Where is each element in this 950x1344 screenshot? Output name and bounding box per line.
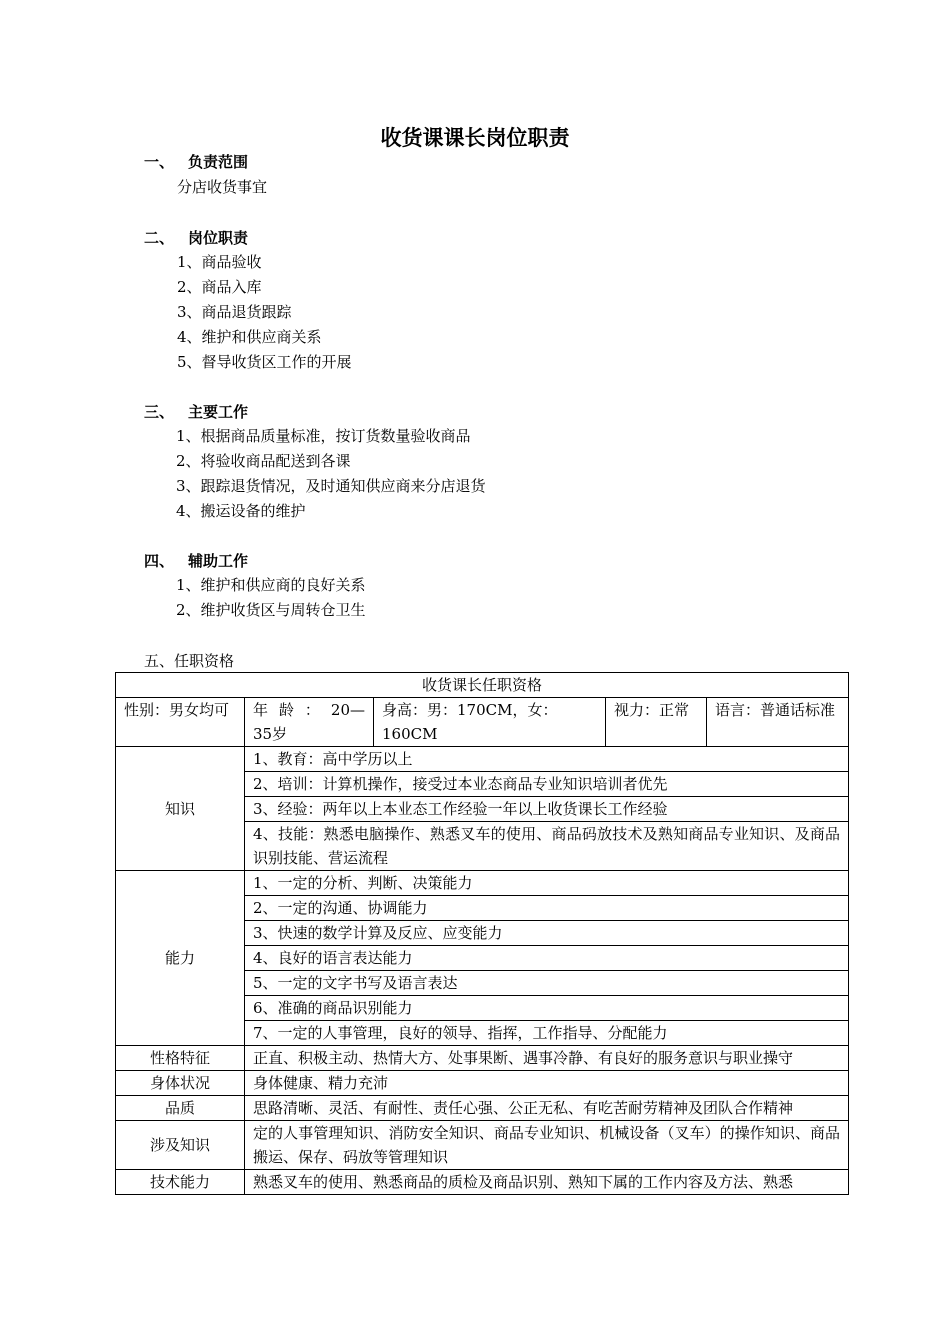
ability-item: 2、一定的沟通、协调能力 — [245, 896, 849, 921]
section-2-number: 二、 — [144, 229, 175, 247]
section-2-heading — [144, 227, 248, 248]
document-title: 收货课课长岗位职责 — [380, 126, 570, 150]
section-3-heading — [144, 401, 248, 422]
ability-label: 能力 — [116, 871, 245, 1046]
ability-item: 7、一定的人事管理，良好的领导、指挥，工作指导、分配能力 — [245, 1021, 849, 1046]
knowledge-item: 1、教育：高中学历以上 — [245, 747, 849, 772]
knowledge-label: 知识 — [116, 747, 245, 871]
language-cell: 语言：普通话标准 — [707, 698, 849, 747]
tech-ability-label: 技术能力 — [116, 1170, 245, 1195]
section-1-title: 负责范围 — [188, 153, 249, 171]
section-4-item: 2、维护收货区与周转仓卫生 — [176, 601, 366, 619]
section-2-item: 4、维护和供应商关系 — [177, 328, 322, 346]
section-2-item: 3、商品退货跟踪 — [177, 303, 292, 321]
section-2-title: 岗位职责 — [188, 229, 249, 247]
ability-item: 1、一定的分析、判断、决策能力 — [245, 871, 849, 896]
knowledge-item: 2、培训：计算机操作，接受过本业态商品专业知识培训者优先 — [245, 772, 849, 797]
quality-label: 品质 — [116, 1096, 245, 1121]
ability-item: 6、准确的商品识别能力 — [245, 996, 849, 1021]
tech-ability-value: 熟悉叉车的使用、熟悉商品的质检及商品识别、熟知下属的工作内容及方法、熟悉 — [245, 1170, 849, 1195]
section-1-number: 一、 — [144, 153, 175, 171]
section-5-heading: 五、任职资格 — [144, 652, 235, 670]
section-1-heading — [144, 151, 248, 172]
ability-item: 3、快速的数学计算及反应、应变能力 — [245, 921, 849, 946]
section-3-item: 4、搬运设备的维护 — [176, 502, 306, 520]
section-3-item: 2、将验收商品配送到各课 — [176, 452, 351, 470]
section-3-title: 主要工作 — [188, 403, 249, 421]
gender-cell: 性别：男女均可 — [116, 698, 245, 747]
health-label: 身体状况 — [116, 1071, 245, 1096]
related-knowledge-value: 定的人事管理知识、消防安全知识、商品专业知识、机械设备（叉车）的操作知识、商品搬运、保存、码放等管理知识 — [245, 1121, 849, 1170]
qualification-table — [115, 672, 849, 1195]
quality-value: 思路清晰、灵活、有耐性、责任心强、公正无私、有吃苦耐劳精神及团队合作精神 — [245, 1096, 849, 1121]
ability-item: 5、一定的文字书写及语言表达 — [245, 971, 849, 996]
section-4-title: 辅助工作 — [188, 552, 249, 570]
section-4-heading — [144, 550, 248, 571]
related-knowledge-label: 涉及知识 — [116, 1121, 245, 1170]
height-cell: 身高：男：170CM，女：160CM — [374, 698, 606, 747]
section-3-item: 3、跟踪退货情况，及时通知供应商来分店退货 — [176, 477, 486, 495]
section-3-number: 三、 — [144, 403, 175, 421]
personality-value: 正直、积极主动、热情大方、处事果断、遇事冷静、有良好的服务意识与职业操守 — [245, 1046, 849, 1071]
knowledge-item: 4、技能：熟悉电脑操作、熟悉叉车的使用、商品码放技术及熟知商品专业知识、及商品识别技能、营运流程 — [245, 822, 849, 871]
health-value: 身体健康、精力充沛 — [245, 1071, 849, 1096]
age-cell: 年 龄 ： 20—35岁 — [245, 698, 374, 747]
section-2-item: 2、商品入库 — [177, 278, 262, 296]
vision-cell: 视力：正常 — [606, 698, 707, 747]
ability-item: 4、良好的语言表达能力 — [245, 946, 849, 971]
table-caption: 收货课长任职资格 — [116, 673, 849, 698]
section-2-item: 5、督导收货区工作的开展 — [177, 353, 352, 371]
personality-label: 性格特征 — [116, 1046, 245, 1071]
section-1-text: 分店收货事宜 — [177, 178, 268, 196]
section-4-number: 四、 — [144, 552, 175, 570]
section-4-item: 1、维护和供应商的良好关系 — [176, 576, 366, 594]
knowledge-item: 3、经验：两年以上本业态工作经验一年以上收货课长工作经验 — [245, 797, 849, 822]
section-3-item: 1、根据商品质量标准，按订货数量验收商品 — [176, 427, 471, 445]
section-2-item: 1、商品验收 — [177, 253, 262, 271]
